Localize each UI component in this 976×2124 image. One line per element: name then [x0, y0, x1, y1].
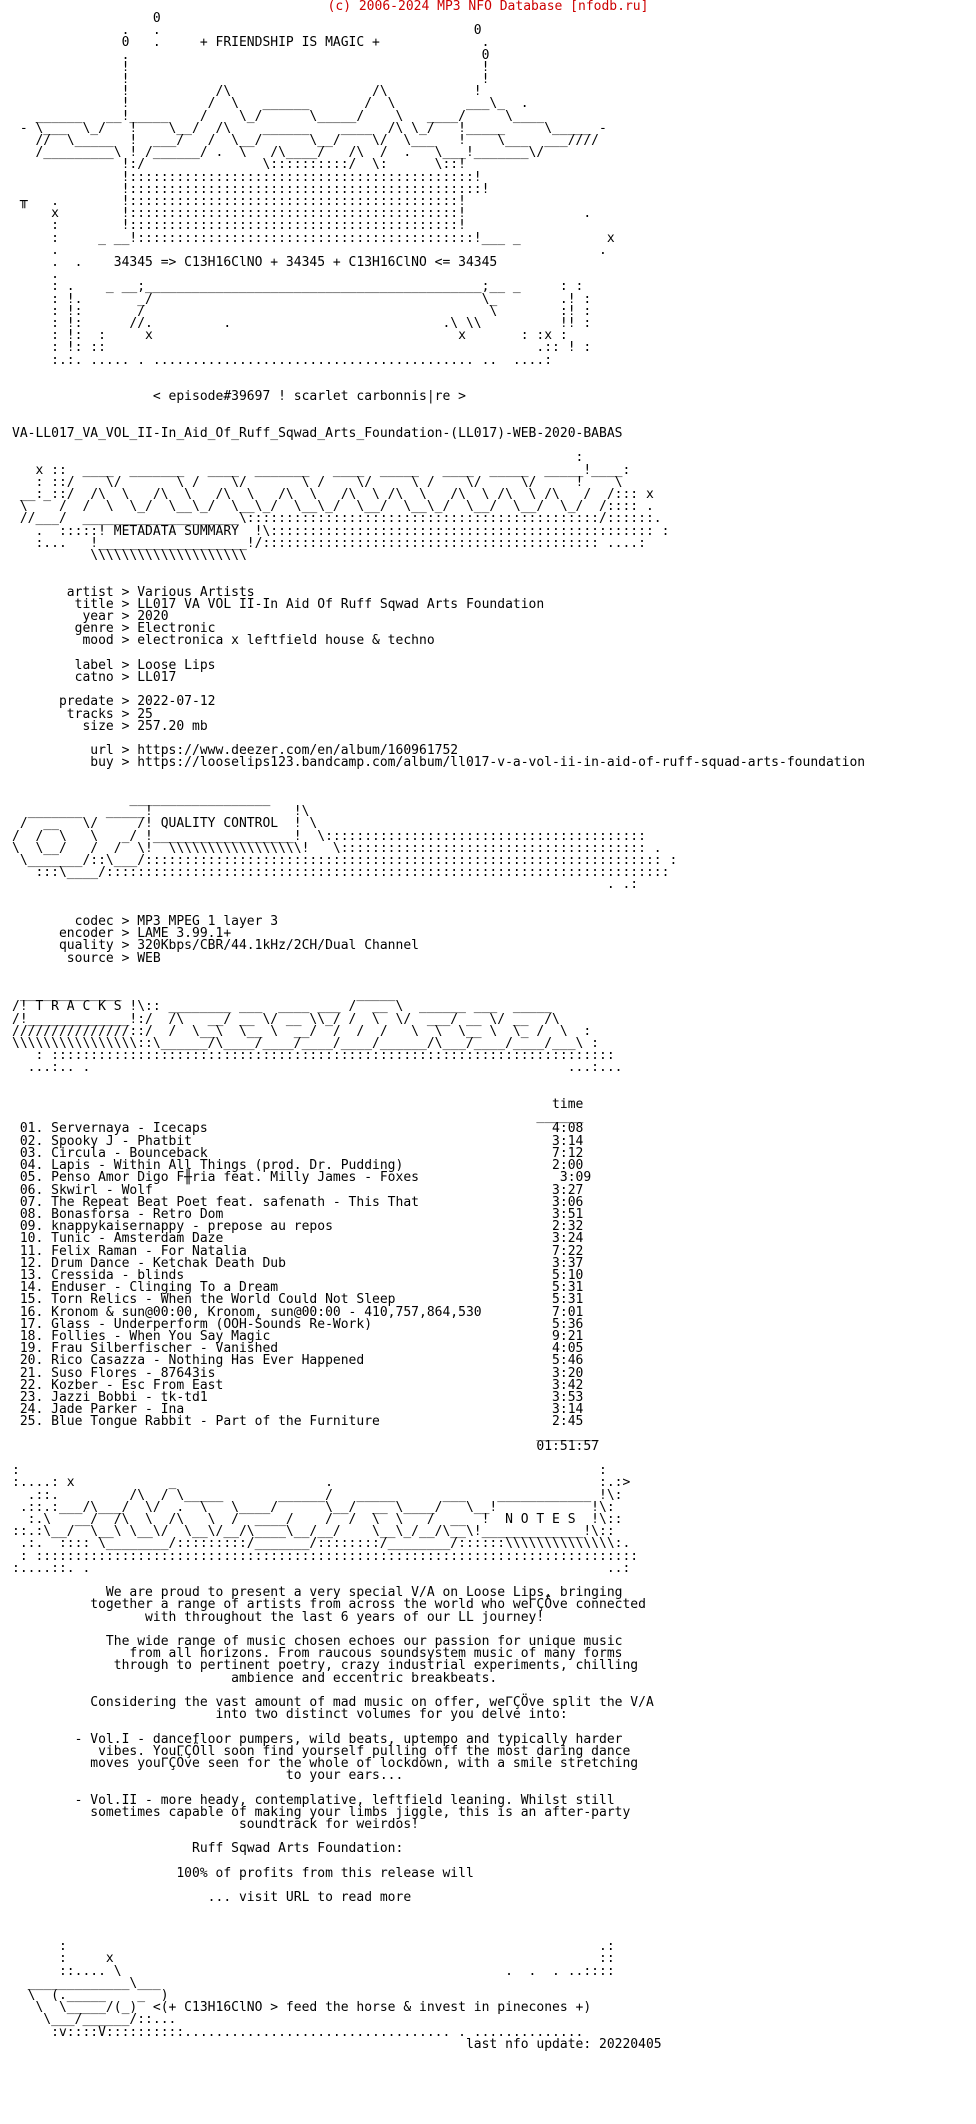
- nfo-text: 0 . . 0 0 . + FRIENDSHIP IS MAGIC + . . 0 ! ! ! ! ! /\ /\ ! ! / \ ______ / \ ___\_ . ______ __!_____ / \_/ \_____/ \ ____/ \____ - \___ \_/ ! \__/ /\ ______ ____ /\ \_/ !_____ \_____ - // \_____ ! ___/ / \__/ \__/ \/ \___ ! \___ ___//// /_________\ ! /______/ . \ /\____/ /\ / . \___!_______\/ !:/ \::::::::::/ \: \::! !::::::::::::::::::::::::::::::::::::::::::::! !:::::::::::::::::::::::::::::::::::::::::::::! ╥ . !::::::::::::::::::::::::::::::::::::::::::! x !::::::::::::::::::::::::::::::::::::::::::! . : !::::::::::::::::::::::::::::::::::::::::::! : _ __!:::::::::::::::::::::::::::::::::::::::::::!___ _ x . . . . 34345 => C13H16ClNO + 34345 + C13H16ClNO <= 34345 . : . _ __;___________________________________________;__ _ : : : !. _/ \_ .! : : !: / \ :! : : !: //. . .\ \\ !! : : !: : x x : :x : : !: :: .:: ! : :.:. ..... . ......................................... .. ....: < episode#39697 ! scarlet carbonnis|re > VA-LL017_VA_VOL_II-In_Aid_Of_Ruff_Sqwad_Arts_Foundation-(LL017)-WEB-2020-BABAS : x :: ____ _______ ____ _______ ____ _____ ____ _____ _____!____: : ::/ \/ \ / \/ \ / \/ \ / \/ \/ ! \ __:_::/ /\ \ /\ \ /\ \ /\ \ /\ \ /\ \ /\ \ /\ \ /\ / /::: x \ / / \ \_/ \__\_/ \__\_/ \__\_/ \__/ \__\_/ \__/ \__/ \_/ /:::: . //___/ ____________________\:::::::::::::::::::::::::::::::::::::::::::::/::::::. . :::::! METADATA SUMMARY !\::::::::::::::::::::::::::::::::::::::::::::::::: : :... !___________________!/::::::::::::::::::::::::::::::::::::::::::: ....: \\\\\\\\\\\\\\\\\\\\ artist > Various Artists title > LL017 VA VOL II-In Aid Of Ruff Sqwad Arts Foundation year > 2020 genre > Electronic mood > electronica x leftfield house & techno label > Loose Lips catno > LL017 predate > 2022-07-12 tracks > 25 size > 257.20 mb url > https://www.deezer.com/en/album/160961752 buy > https://looselips123.bandcamp.com/album/ll017-v-a-vol-ii-in-aid-of-ruff-squad-arts-foundation __________________ _______ _____! !\ / __ \/ /! QUALITY CONTROL ! \ / / \ \ _/ !__________________! \::::::::::::::::::::::::::::::::::::::::: \ \__/ / / \! \\\\\\\\\\\\\\\\\! \::::::::::::::::::::::::::::::::::::::: . \_______/::\___/:::::::::::::::::::::::::::::::::::::::::::::::::::::::::::::::::: : :::\____/:::::::::::::::::::::::::::::::::::::::::::::::::::::::::::::::::::::::: . .: codec > MP3 MPEG 1 layer 3 encoder > LAME 3.99.1+ quality > 320Kbps/CBR/44.1kHz/2CH/Dual Channel source > WEB _____________ _____ /! T R A C K S !\:: ________ ___ ____ ___ / __ \ ______ ___ _____ /!_____________!:/ /\ __/ __ \/ __ \\_/ / \ \/ ___/ __ \/ __ /\ ///////////////::/ / \__\ \__ \ __/ / / / \ \ \__ \ \_ / \ : \\\\\\\\\\\\\\\\::\______/\____/____/____/____/______/\___/____/____/___\ : : :::::::::::::::::::::::::::::::::::::::::::::::::::::::::::::::::::::::: ...:.. . ...:... time ______ 01. Servernaya - Icecaps 4:08 02. Spooky J - Phatbit 3:14 03. Circula - Bounceback 7:12 04. Lapis - Within All Things (prod. Dr. Pudding) 2:00 05. Penso Amor Digo F╫ria feat. Milly James - Foxes 3:09 06. Skwirl - Wolf 3:27 07. The Repeat Beat Poet feat. safenath - This That 3:06 08. Bonasforsa - Retro Dom 3:51 09. knappykaisernappy - prepose au repos 2:32 10. Tunic - Amsterdam Daze 3:24 11. Felix Raman - For Natalia 7:22 12. Drum Dance - Ketchak Death Dub 3:37 13. Cressida - blinds 5:10 14. Enduser - Clinging To a Dream 5:31 15. Torn Relics - When the World Could Not Sleep 5:31 16. Kronom & sun@00:00, Kronom, sun@00:00 - 410,757,864,530 7:01 17. Glass - Underperform (OOH-Sounds Re-Work) 5:36 18. Follies - When You Say Magic 9:21 19. Frau Silberfischer - Vanished 4:05 20. Rico Casazza - Nothing Has Ever Happened 5:46 21. Suso Flores - 87643is 3:20 22. Kozber - Esc From East 3:42 23. Jazzi Bobbi - tk-td1 3:53 24. Jade Parker - Ina 3:14 25. Blue Tongue Rabbit - Part of the Furniture 2:45 ________ 01:51:57 : : :....: x _ . :.:> .::. /\ / \_____ ______/ _____ ___ ____________ !\: .::.:___/\___/ \/ . \ \____/ \__/ __ \____/ \__! !\: :.\ __/ /\ \ /\ \ / ____/ / / \ \ / __ ! N O T E S !\:: ::.:\__/ \__\ \__\/ \__\/__/\____\__/__/ \__\_/__/\__\!_____________!\:: .:. :::: \________/:::::::::/_______/::::::::/________/::::::\\\\\\\\\\\\\\:. : ::::::::::::::::::::::::::::::::::::::::::::::::::::::::::::::::::::::::::::: :....::. . ..: We are proud to present a very special V/A on Loose Lips, bringing together a range of artists from across the world who weΓÇÖve connected with throughout the last 6 years of our LL journey! The wide range of music chosen echoes our passion for unique music from all horizons. From raucous soundsystem music of many forms through to pertinent poetry, crazy industrial experiments, chilling ambience and eccentric breakbeats. Considering the vast amount of mad music on offer, weΓÇÖve split the V/A into two distinct volumes for you delve into: - Vol.I - dancefloor pumpers, wild beats, uptempo and typically harder vibes. YouΓÇÖll soon find yourself pulling off the most daring dance moves youΓÇÖve seen for the whole of lockdown, with a smile stretching to your ears... - Vol.II - more heady, contemplative, leftfield leaning. Whilst still sometimes capable of making your limbs jiggle, this is an after-party soundtrack for weirdos! Ruff Sqwad Arts Foundation: 100% of profits from this release will ... visit URL to read more : .: : x :: ::.... \ . . . ..:::: _____________\___ \ (._____ _ ) \ \_____/(_) <(+ C13H16ClNO > feed the horse & invest in pinecones +) \___/______/::... :v::::V::::::::::.................................. . .............. last nfo update: 20220405: [12, 11, 866, 2052]
- nfodb-credit-header: (c) 2006-2024 MP3 NFO Database [nfodb.ru]: [327, 0, 649, 14]
